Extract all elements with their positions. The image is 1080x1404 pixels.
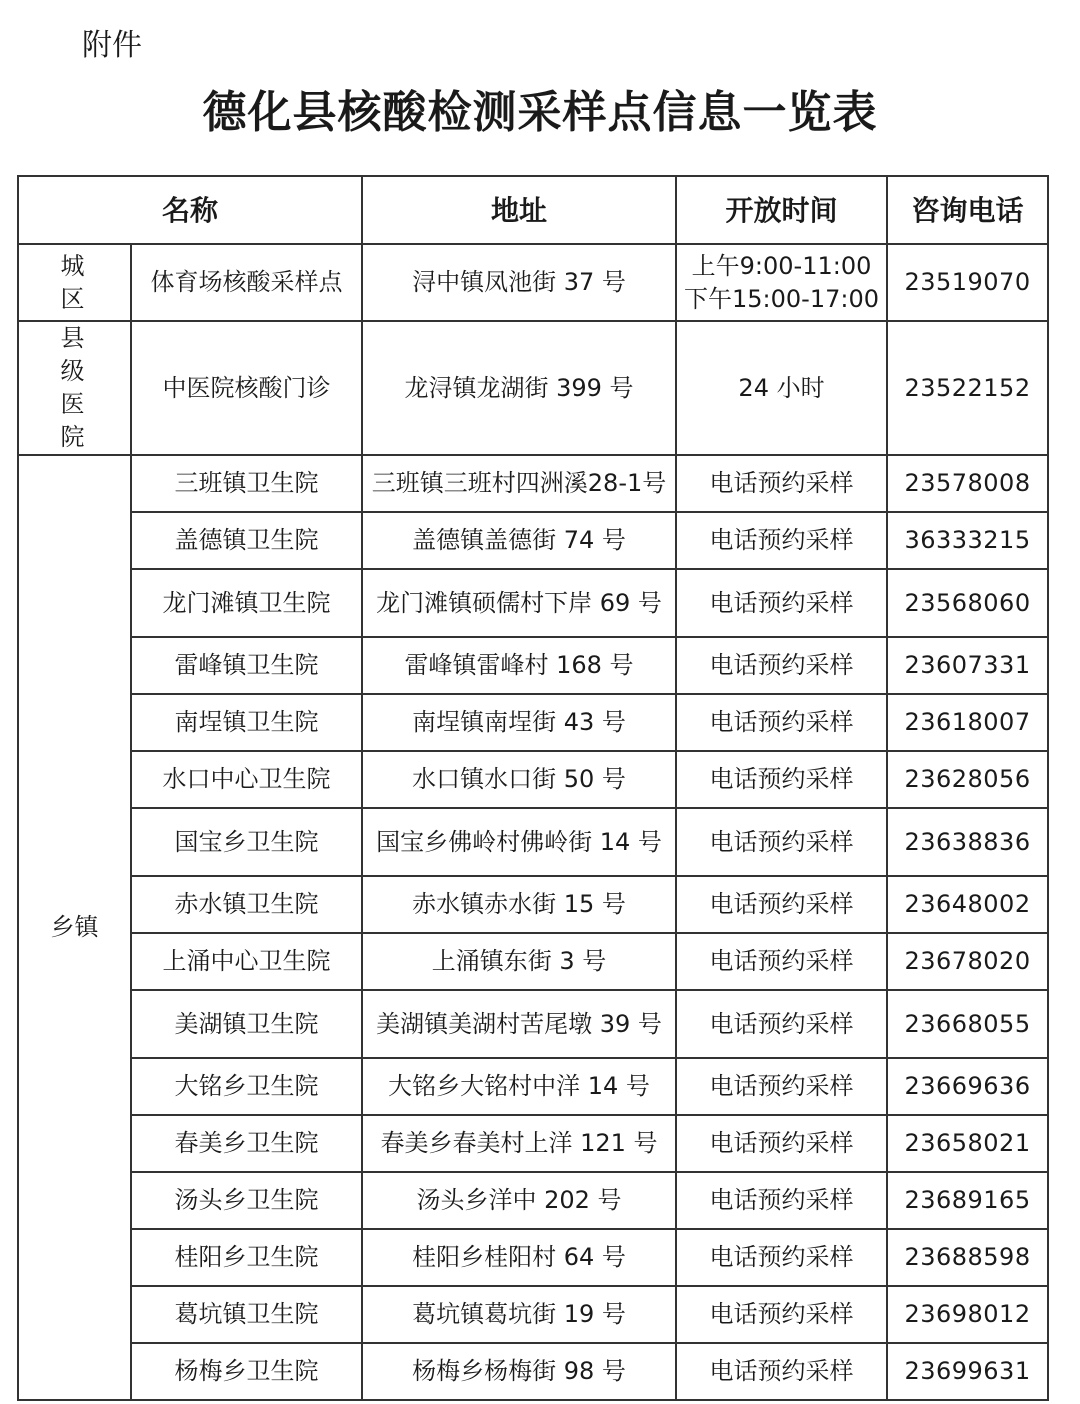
category-county-hospital xyxy=(18,321,131,455)
site-hours: 电话预约采样 xyxy=(676,694,887,751)
site-phone: 23678020 xyxy=(887,933,1048,990)
site-hours: 24 小时 xyxy=(676,321,887,455)
site-address: 雷峰镇雷峰村 168 号 xyxy=(362,637,676,694)
site-address: 上涌镇东街 3 号 xyxy=(362,933,676,990)
site-address: 龙门滩镇硕儒村下岸 69 号 xyxy=(362,569,676,637)
site-hours: 电话预约采样 xyxy=(676,1229,887,1286)
site-hours: 电话预约采样 xyxy=(676,569,887,637)
table-row xyxy=(18,455,1048,512)
site-address: 杨梅乡杨梅街 98 号 xyxy=(362,1343,676,1400)
site-phone: 23668055 xyxy=(887,990,1048,1058)
site-phone: 23688598 xyxy=(887,1229,1048,1286)
site-name: 盖德镇卫生院 xyxy=(131,512,362,569)
category-line-1: 县 级 xyxy=(60,324,99,385)
site-hours: 电话预约采样 xyxy=(676,876,887,933)
hours-morning: 上午9:00-11:00 xyxy=(691,251,872,280)
site-name: 桂阳乡卫生院 xyxy=(131,1229,362,1286)
site-address: 水口镇水口街 50 号 xyxy=(362,751,676,808)
site-phone: 23658021 xyxy=(887,1115,1048,1172)
site-name: 国宝乡卫生院 xyxy=(131,808,362,876)
site-hours: 电话预约采样 xyxy=(676,990,887,1058)
site-hours: 电话预约采样 xyxy=(676,1286,887,1343)
site-phone: 23699631 xyxy=(887,1343,1048,1400)
site-address: 桂阳乡桂阳村 64 号 xyxy=(362,1229,676,1286)
hours-afternoon: 下午15:00-17:00 xyxy=(684,284,880,313)
site-hours: 电话预约采样 xyxy=(676,933,887,990)
category-towns: 乡镇 xyxy=(18,455,131,1400)
table-row xyxy=(18,637,1048,694)
site-address: 赤水镇赤水街 15 号 xyxy=(362,876,676,933)
site-hours: 电话预约采样 xyxy=(676,1172,887,1229)
site-phone: 23628056 xyxy=(887,751,1048,808)
site-phone: 23669636 xyxy=(887,1058,1048,1115)
table-row xyxy=(18,990,1048,1058)
site-address: 三班镇三班村四洲溪28-1号 xyxy=(362,455,676,512)
site-address: 春美乡春美村上洋 121 号 xyxy=(362,1115,676,1172)
header-name: 名称 xyxy=(18,176,362,244)
table-row xyxy=(18,512,1048,569)
site-name: 中医院核酸门诊 xyxy=(131,321,362,455)
site-name: 龙门滩镇卫生院 xyxy=(131,569,362,637)
table-row xyxy=(18,1229,1048,1286)
site-name: 汤头乡卫生院 xyxy=(131,1172,362,1229)
header-address: 地址 xyxy=(362,176,676,244)
site-phone: 23578008 xyxy=(887,455,1048,512)
site-name: 赤水镇卫生院 xyxy=(131,876,362,933)
site-address: 龙浔镇龙湖街 399 号 xyxy=(362,321,676,455)
site-name: 葛坑镇卫生院 xyxy=(131,1286,362,1343)
site-phone: 36333215 xyxy=(887,512,1048,569)
attachment-label: 附件 xyxy=(82,28,142,63)
site-hours: 电话预约采样 xyxy=(676,1058,887,1115)
table-row-county-hospital xyxy=(18,321,1048,455)
table-row xyxy=(18,876,1048,933)
site-name: 体育场核酸采样点 xyxy=(131,244,362,321)
page-title: 德化县核酸检测采样点信息一览表 xyxy=(202,87,878,138)
site-name: 美湖镇卫生院 xyxy=(131,990,362,1058)
site-address: 南埕镇南埕街 43 号 xyxy=(362,694,676,751)
site-address: 葛坑镇葛坑街 19 号 xyxy=(362,1286,676,1343)
site-name: 三班镇卫生院 xyxy=(131,455,362,512)
site-phone: 23638836 xyxy=(887,808,1048,876)
site-name: 上涌中心卫生院 xyxy=(131,933,362,990)
site-phone: 23522152 xyxy=(887,321,1048,455)
site-hours: 电话预约采样 xyxy=(676,455,887,512)
table-row-city xyxy=(18,244,1048,321)
table-row xyxy=(18,1058,1048,1115)
site-phone: 23648002 xyxy=(887,876,1048,933)
site-hours: 电话预约采样 xyxy=(676,808,887,876)
site-name: 水口中心卫生院 xyxy=(131,751,362,808)
header-phone: 咨询电话 xyxy=(887,176,1048,244)
site-phone: 23568060 xyxy=(887,569,1048,637)
site-phone: 23618007 xyxy=(887,694,1048,751)
site-hours xyxy=(676,244,887,321)
table-row xyxy=(18,751,1048,808)
site-address: 汤头乡洋中 202 号 xyxy=(362,1172,676,1229)
table-row xyxy=(18,1115,1048,1172)
table-header-row xyxy=(18,176,1048,244)
site-hours: 电话预约采样 xyxy=(676,1343,887,1400)
category-city: 城 区 xyxy=(18,244,131,321)
site-hours: 电话预约采样 xyxy=(676,512,887,569)
site-hours: 电话预约采样 xyxy=(676,637,887,694)
table-row xyxy=(18,1172,1048,1229)
table-row xyxy=(18,569,1048,637)
site-address: 大铭乡大铭村中洋 14 号 xyxy=(362,1058,676,1115)
site-name: 大铭乡卫生院 xyxy=(131,1058,362,1115)
table-row xyxy=(18,1343,1048,1400)
site-name: 南埕镇卫生院 xyxy=(131,694,362,751)
header-hours: 开放时间 xyxy=(676,176,887,244)
site-name: 雷峰镇卫生院 xyxy=(131,637,362,694)
site-phone: 23607331 xyxy=(887,637,1048,694)
site-phone: 23519070 xyxy=(887,244,1048,321)
site-address: 盖德镇盖德街 74 号 xyxy=(362,512,676,569)
site-address: 浔中镇凤池街 37 号 xyxy=(362,244,676,321)
site-hours: 电话预约采样 xyxy=(676,1115,887,1172)
table-row xyxy=(18,933,1048,990)
table-row xyxy=(18,1286,1048,1343)
site-hours: 电话预约采样 xyxy=(676,751,887,808)
site-phone: 23689165 xyxy=(887,1172,1048,1229)
site-address: 美湖镇美湖村苦尾墩 39 号 xyxy=(362,990,676,1058)
sampling-sites-table xyxy=(17,175,1049,1401)
site-name: 杨梅乡卫生院 xyxy=(131,1343,362,1400)
site-phone: 23698012 xyxy=(887,1286,1048,1343)
table-row xyxy=(18,694,1048,751)
category-line-2: 医 院 xyxy=(60,390,99,451)
site-name: 春美乡卫生院 xyxy=(131,1115,362,1172)
table-row xyxy=(18,808,1048,876)
site-address: 国宝乡佛岭村佛岭街 14 号 xyxy=(362,808,676,876)
